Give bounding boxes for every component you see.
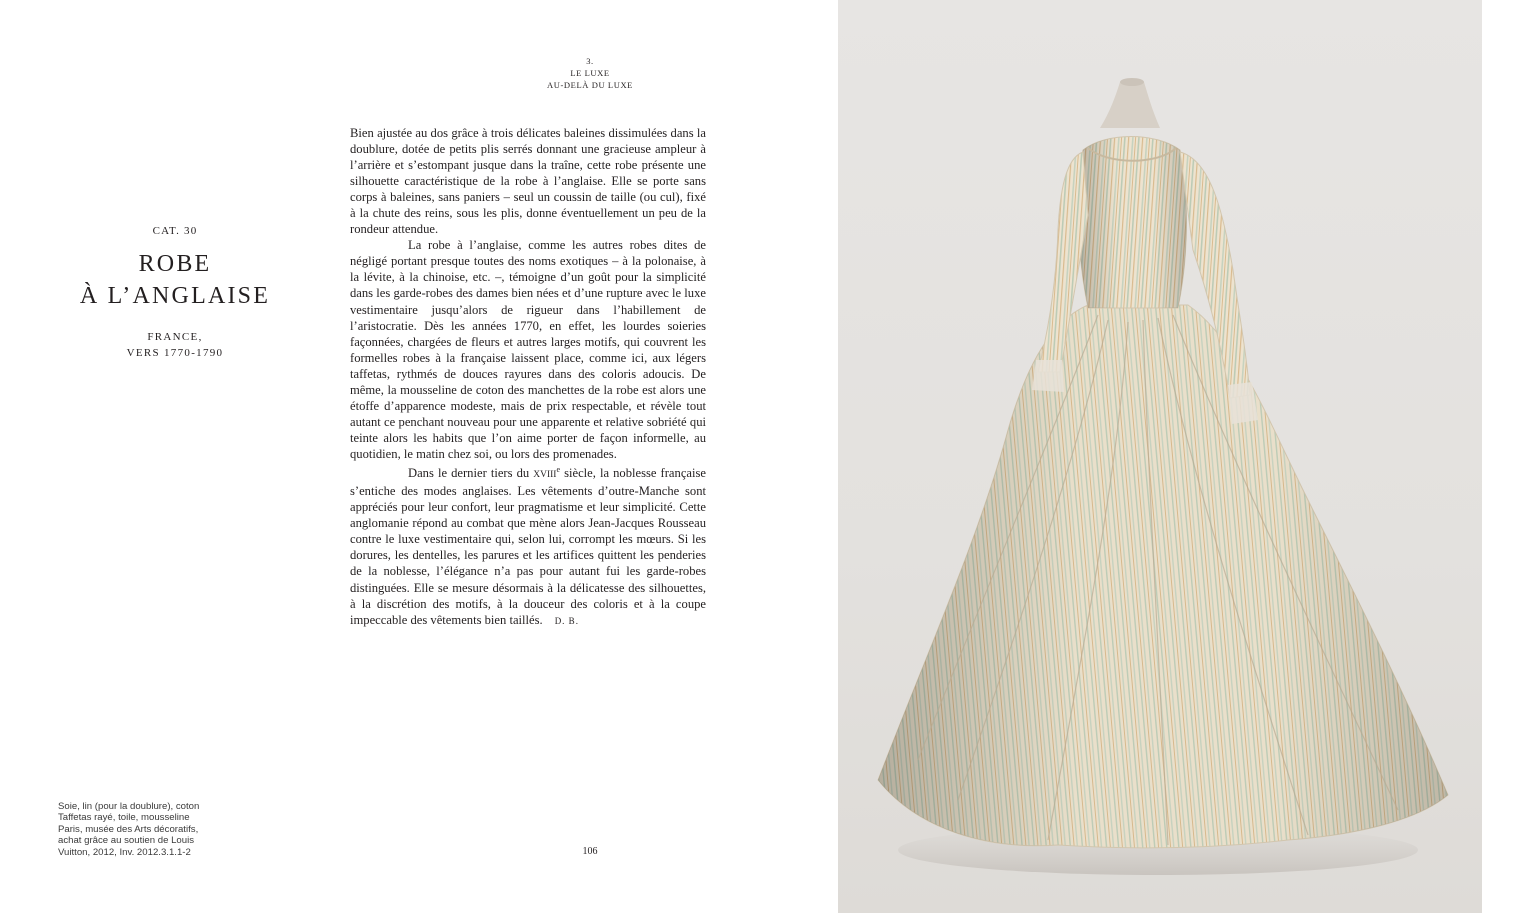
century-numeral: XVIII (533, 470, 557, 481)
entry-title-line1: ROBE (138, 251, 212, 277)
caption-line1: Soie, lin (pour la doublure), coton (58, 801, 200, 812)
mannequin-neck (1100, 82, 1160, 128)
essay-paragraph-1: Bien ajustée au dos grâce à trois délicates baleines dissimulées dans la doublure, dotée de petits plis serrés donnant une gracieuse ampleur à l’arrière et s’estompant jusque dans la traîne, cette robe présente une silhouette caractéristique de la robe à l’anglaise. Elle se porte sans corps à baleines, sans paniers – seul un coussin de taille (ou cul), fixé à la chute des reins, sous les plis, donne éventuellement un peu de la rondeur attendue. (350, 126, 706, 237)
entry-title-line2: À L’ANGLAISE (79, 283, 271, 309)
skirt-shading (878, 305, 1448, 848)
section-number: 3. (586, 56, 594, 66)
entry-origin-line2: VERS 1770-1790 (126, 347, 224, 359)
robe-a-l-anglaise-image (838, 0, 1482, 913)
caption-line5: Vuitton, 2012, Inv. 2012.3.1.1-2 (58, 846, 191, 858)
dress-photograph (838, 0, 1482, 913)
page-margin (1482, 0, 1539, 913)
mannequin-top (1120, 78, 1144, 86)
essay-body (350, 125, 706, 629)
caption-line4: achat grâce au soutien de Louis (58, 835, 195, 847)
entry-title (60, 248, 290, 312)
section-header (530, 55, 650, 91)
object-caption (58, 801, 218, 858)
caption-line3: Paris, musée des Arts décoratifs, (58, 823, 199, 835)
essay-paragraph-3-start: Dans le dernier tiers du (408, 466, 534, 481)
entry-origin-line1: FRANCE, (147, 331, 203, 343)
section-title-line2: AU-DELÀ DU LUXE (547, 80, 633, 90)
century-superscript: e (556, 464, 561, 474)
essay-paragraph-2: La robe à l’anglaise, comme les autres robes dites de négligé portant presque toutes des noms exotiques – à la polonaise, à la lévite, à la chinoise, etc. –, témoigne d’un goût pour la simplicité dans les garde-robes des dames bien nées et d’une rupture avec le luxe vestimentaire jusqu’alors de rigueur dans l’habillement de l’aristocratie. Dès les années 1770, en effet, les lourdes soieries façonnées, chargées de fleurs et autres larges motifs, qui couvrent les formelles robes à la française laissent place, comme ici, aux légers taffetas, rythmés de douces rayures dans des coloris adoucis. De même, la mousseline de coton des manchettes de la robe est alors une étoffe d’apparence modeste, mais de prix respectable, et révèle tout autant ce penchant nouveau pour une apparente et relative sobriété qui teinte alors les habits que l’on aime porter de façon informelle, au quotidien, le matin chez soi, ou lors des promenades. (350, 238, 706, 461)
essay-paragraph-3-rest: siècle, la noblesse française s’entiche des modes anglaises. Les vêtements d’outre-Manche sont appréciés pour leur confort, leur pragmatisme et leur simplicité. Cette anglomanie répond au combat que mène alors Jean-Jacques Rousseau contre le luxe vestimentaire qui, selon lui, corrompt les mœurs. Si les dorures, les dentelles, les parures et les artifices quittent les penderies de la noblesse, l’élégance n’a pas pour autant fui les garde-robes distinguées. Elle se mesure désormais à la délicatesse des silhouettes, à la discrétion des motifs, à la douceur des coloris et à la coupe impeccable des vêtements bien taillés. (350, 466, 706, 627)
author-initials: D. B. (554, 615, 579, 626)
caption-line2: Taffetas rayé, toile, mousseline (58, 812, 190, 824)
page-number: 106 (582, 846, 598, 857)
bodice-shading (1078, 137, 1186, 309)
left-cuff (1032, 360, 1064, 392)
entry-origin (90, 329, 260, 361)
section-title-line1: LE LUXE (570, 68, 610, 78)
essay-paragraph-3 (350, 462, 706, 629)
catalogue-number: CAT. 30 (152, 225, 198, 237)
